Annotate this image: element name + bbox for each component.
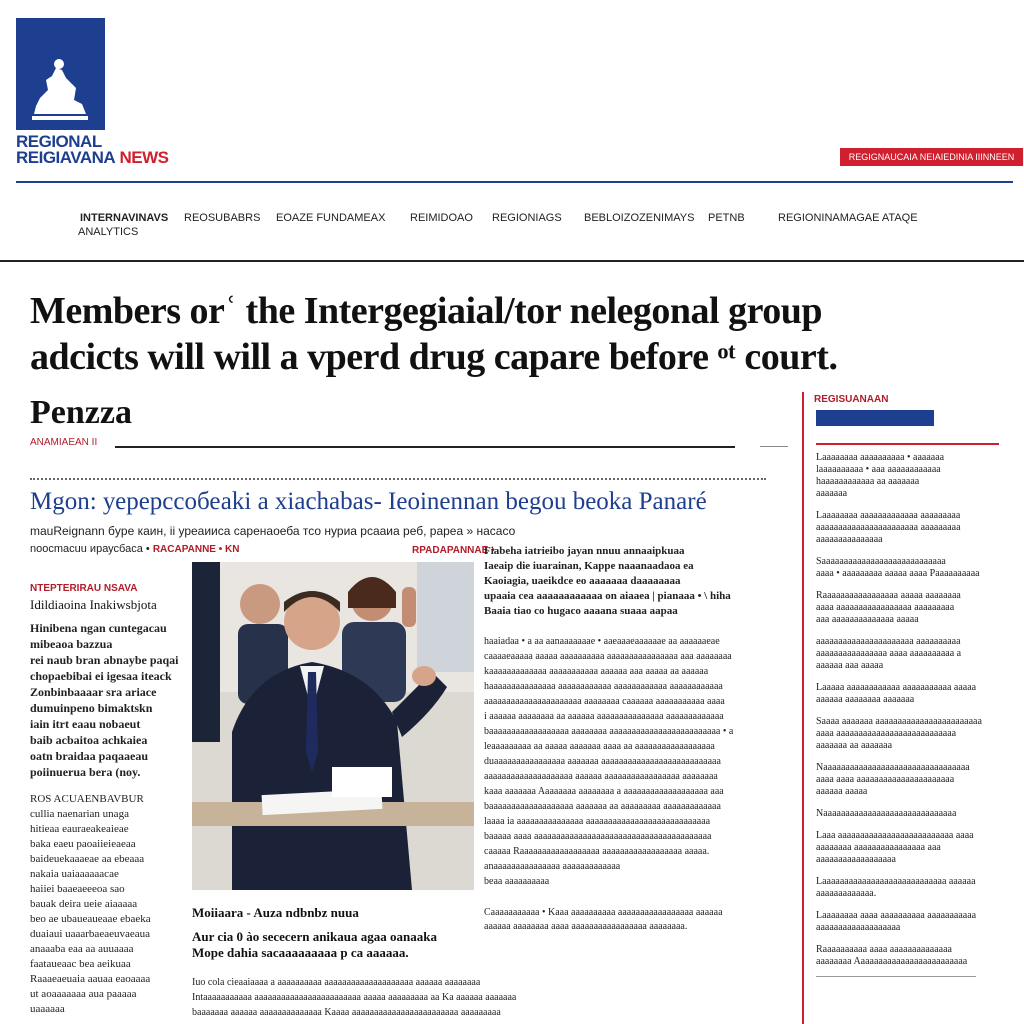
nav-item-regional[interactable]: REIMIDOAO: [410, 212, 473, 224]
sidebar-list: [816, 452, 1012, 977]
nav-item-regions[interactable]: REGIONIAGS: [492, 212, 562, 224]
bottom-body-text: Iuo cola cieaaiaaaa a aaaaaaaaaa aaaaaaaaaaaaaaaaaaaa aaaaaa aaaaaaaa Intaaaaaaaaaaa aaaaaaaaaaaaaaaaaaaaaaaa aaaaa aaaaaaaaa aa Ka aaaaaa aaaaaaa baaaaaaa aaaaaa aaaaaaaaaaaaaa Kaaaa aaaaaaaaaaaaaaaaaaaaaaaa aaaaaaaaa: [192, 977, 517, 1018]
col3-body-text: haaiadaa • a aa aanaaaaaaae • aaeaaaeaaaaaae aa aaaaaaeae caaaaeaaaaa aaaaa aaaaaaaaaa aaaaaaaaaaaaaaaa aaa aaaaaaaa kaaaaaaaaaaaaa aaaaaaaaaaa aaaaaa aaa aaaaa aa aaaaaa haaaaaaaaaaaaaaa aaaaaaaaaaaa aaaaaaaaaaaa aaaaaaaaaaaa aaaaaaaaaaaaaaaaaaaaaa aaaaaaaa caaaaaa aaaaaaaaaaa aaaa i aaaaaa aaaaaaaa aa aaaaaa aaaaaaaaaaaaaaa aaaaaaaaaaaaa baaaaaaaaaaaaaaaaaa aaaaaaaa aaaaaaaaaaaaaaaaaaaaaaaaa • a leaaaaaaaaa aa aaaaa aaaaaaa aaaa aa aaaaaaaaaaaaaaaaaa duaaaaaaaaaaaaaaaa aaaaaaa aaaaaaaaaaaaaaaaaaaaaaaaaaa aaaaaaaaaaaaaaaaaaaa aaaaaa aaaaaaaaaaaaaaaaa aaaaaaaa kaaa aaaaaaa Aaaaaaaa aaaaaaaa a aaaaaaaaaaaaaaaaaaa aaa baaaaaaaaaaaaaaaaaaa aaaaaaa aa aaaaaaaaa aaaaaaaaaaaaa laaaa ia aaaaaaaaaaaaaaa aaaaaaaaaaaaaaaaaaaaaaaaaaaa baaaaa aaaa aaaaaaaaaaaaaaaaaaaaaaaaaaaaaaaaaaaaaaaa caaaaa Raaaaaaaaaaaaaaaaaa aaaaaaaaaaaaaaaaaa aaaaa. anaaaaaaaaaaaaaaa aaaaaaaaaaaaa beaa aaaaaaaaaa: [484, 636, 734, 887]
photo-caption-title: Moiiaara - Auza ndbnbz nuua: [192, 905, 359, 920]
masthead-rule: [16, 181, 1013, 183]
col3-tail-text: Caaaaaaaaaaa • Kaaa aaaaaaaaaa aaaaaaaaaaaaaaaaa aaaaaa aaaaaa aaaaaaaa aaaa aaaaaaaaaaaaaaaaa aaaaaaaa.: [484, 907, 723, 932]
sidebar-top-rule: [816, 443, 999, 445]
headline-rule-short: [760, 446, 788, 447]
logo-line2: REIGIAVANA: [16, 148, 116, 167]
headline-rule: [115, 446, 735, 448]
col3-lead-text: Fiabeha iatrieibo jayan nnuu annaaipkuaa Iaeaip die iuarainan, Kappe naaanaadaoa ea Kaoiagia, uaeikdce eo aaaaaaa daaaaaaaa upaaia cea aaaaaaaaaaaa on aiaaea | pianaaa • \ hiha Baaia tiao co hugaco aaaana suaaa aapaa: [484, 545, 731, 617]
mid-column-label: RPADAPANNAE •: [412, 545, 495, 556]
sidebar-item[interactable]: Laaaaaaaa aaaa aaaaaaaaaa aaaaaaaaaaa aaaaaaaaaaaaaaaaaaa: [816, 910, 977, 933]
article-dateline-city: Penzza: [30, 394, 132, 431]
sidebar-item[interactable]: Laaaaaaaa aaaaaaaaaaaaa aaaaaaaaa aaaaaaaaaaaaaaaaaaaaaaa aaaaaaaaa aaaaaaaaaaaaaaa: [816, 510, 961, 545]
sidebar-color-bar: [816, 410, 934, 426]
nav-item-subscribers[interactable]: REOSUBABRS: [184, 212, 261, 224]
byline-secondary-text: noocmacuu ираусбаса •: [30, 543, 150, 555]
sidebar-item[interactable]: Naaaaaaaaaaaaaaaaaaaaaaaaaaaaaa: [816, 808, 957, 819]
nav-item-international[interactable]: INTERNAVINAVS: [80, 212, 169, 224]
logo-news: NEWS: [119, 148, 169, 167]
sidebar-item[interactable]: Laaaaaaaa aaaaaaaaaa • aaaaaaa laaaaaaaaaa • aaa aaaaaaaaaaaa haaaaaaaaaaaa aa aaaaaaa aaaaaaa: [816, 452, 945, 499]
sidebar-rule-vertical: [802, 392, 804, 1024]
logo-wordmark[interactable]: [16, 134, 168, 166]
nav-item-fundamentals[interactable]: EOAZE FUNDAMEAX: [276, 212, 386, 224]
article-photo: [192, 562, 474, 890]
col1-subtitle: Idildiaoina Inakiwsbjota: [30, 597, 157, 612]
byline-secondary-red: RACAPANNE • KN: [152, 544, 240, 555]
press-conference-photo: [192, 562, 474, 890]
nav-bottom-rule: [0, 260, 1024, 262]
col1-section-label: NTEPTERIRAU NSAVA: [30, 583, 138, 594]
sidebar-item[interactable]: Raaaaaaaaaaaaaaaaa aaaaa aaaaaaaa aaaa aaaaaaaaaaaaaaaaa aaaaaaaaa aaa aaaaaaaaaaaaaa aaaaa: [816, 590, 961, 625]
photo-caption-body: Aur cia 0 ào sececern anikaua agaa oanaaka Mope dahia sacaaaaaaaaa p ca aaaaaa.: [192, 929, 437, 960]
sidebar-section-label: REGISUANAAN: [814, 394, 889, 405]
article-meta: ANAMIAEAN II: [30, 437, 98, 448]
top-banner-link[interactable]: REGIGNAUCAIA NEIAIEDINIA IIINNEEN: [840, 148, 1023, 166]
sidebar-item[interactable]: Raaaaaaaaaa aaaa aaaaaaaaaaaaaa aaaaaaaa Aaaaaaaaaaaaaaaaaaaaaaaaa: [816, 944, 968, 967]
nav-item-problems[interactable]: BEBLOIZOZENIMAYS: [584, 212, 695, 224]
col1-body-text: ROS ACUAENBAVBUR cullia naenarian unaga hitieaa eauraeakeaieae baka eaeu paoaiieieaeaa baideuekaaaeae aa ebeaaa nakaia uaiaaaaaacae haiiei baaeaeeeoa sao bauak deira ueie aiaaaaa beo ae ubaueaueaae ebaeka duaiaui uaaarbaeaeuvaeaua anaaaba eaa aa auuaaaa faataueaac bea aeikuaa Raaaeaeuaia aauaa eaoaaaa ut aoaaaaaaa aua paaaaa uaaaaaa: [30, 793, 151, 1015]
logo-line1: REGIONAL: [16, 132, 102, 151]
statue-icon: [16, 18, 105, 130]
col1-lead-text: Hinibena ngan cuntegacau mibeaoa bazzua rei naub bran abnaybe paqai chopaebibai ei igesaa iteack Zonbinbaaaar sra ariace dumuinpeno bimaktskn iain itrt eaau nobaeut baib acbaitoa achkaiea oatn braidaa paqaaeau poiinuerua bera (noy.: [30, 621, 179, 779]
sidebar-item[interactable]: Saaaa aaaaaaa aaaaaaaaaaaaaaaaaaaaaaaa aaaa aaaaaaaaaaaaaaaaaaaaaaaaaaa aaaaaaa aa aaaaaaa: [816, 716, 982, 751]
dotted-divider: [30, 478, 766, 480]
nav-item-analytics[interactable]: ANALYTICS: [78, 226, 139, 238]
main-navigation: [0, 206, 1024, 236]
article-headline: Members orʿ the Intergegiaial/tor nelegonal group adcicts will will a vperd drug capare before ᵒᵗ court.: [30, 290, 838, 378]
sidebar-bottom-rule: [816, 976, 976, 977]
sidebar-item[interactable]: aaaaaaaaaaaaaaaaaaaaaa aaaaaaaaaa aaaaaaaaaaaaaaaa aaaa aaaaaaaaaa a aaaaaa aaa aaaaa: [816, 636, 962, 671]
sidebar-item[interactable]: Laaaaaaaaaaaaaaaaaaaaaaaaaaaa aaaaaa aaaaaaaaaaaaa.: [816, 876, 976, 899]
nav-item-regional-agenda[interactable]: REGIONINAMAGAE ATAQE: [778, 212, 918, 224]
sidebar-item[interactable]: Saaaaaaaaaaaaaaaaaaaaaaaaaaaa aaaa • aaaaaaaaa aaaaa aaaa Paaaaaaaaaa: [816, 556, 980, 579]
sidebar-item[interactable]: Laaa aaaaaaaaaaaaaaaaaaaaaaaaaa aaaa aaaaaaaa aaaaaaaaaaaaaaaa aaa aaaaaaaaaaaaaaaaaa: [816, 830, 974, 865]
article-byline: mauReignann бype каин, ii уреаииса саренаоеба тсо нуриа рсааиа реб, рареа » насасо: [30, 524, 516, 538]
sidebar-item[interactable]: Naaaaaaaaaaaaaaaaaaaaaaaaaaaaaaaaa aaaa aaaa aaaaaaaaaaaaaaaaaaaaaa aaaaaa aaaaa: [816, 762, 970, 797]
logo-emblem: [16, 18, 105, 130]
nav-item-pets[interactable]: PETNB: [708, 212, 745, 224]
article-byline-secondary: [30, 543, 239, 555]
article-subheadline: Mgon: уерерссобеаki a xiachabas- Ieoinennan begou beoka Panaré: [30, 488, 707, 515]
sidebar-item[interactable]: Laaaaa aaaaaaaaaaaa aaaaaaaaaaa aaaaa aaaaaa aaaaaaaa aaaaaaa: [816, 682, 977, 705]
